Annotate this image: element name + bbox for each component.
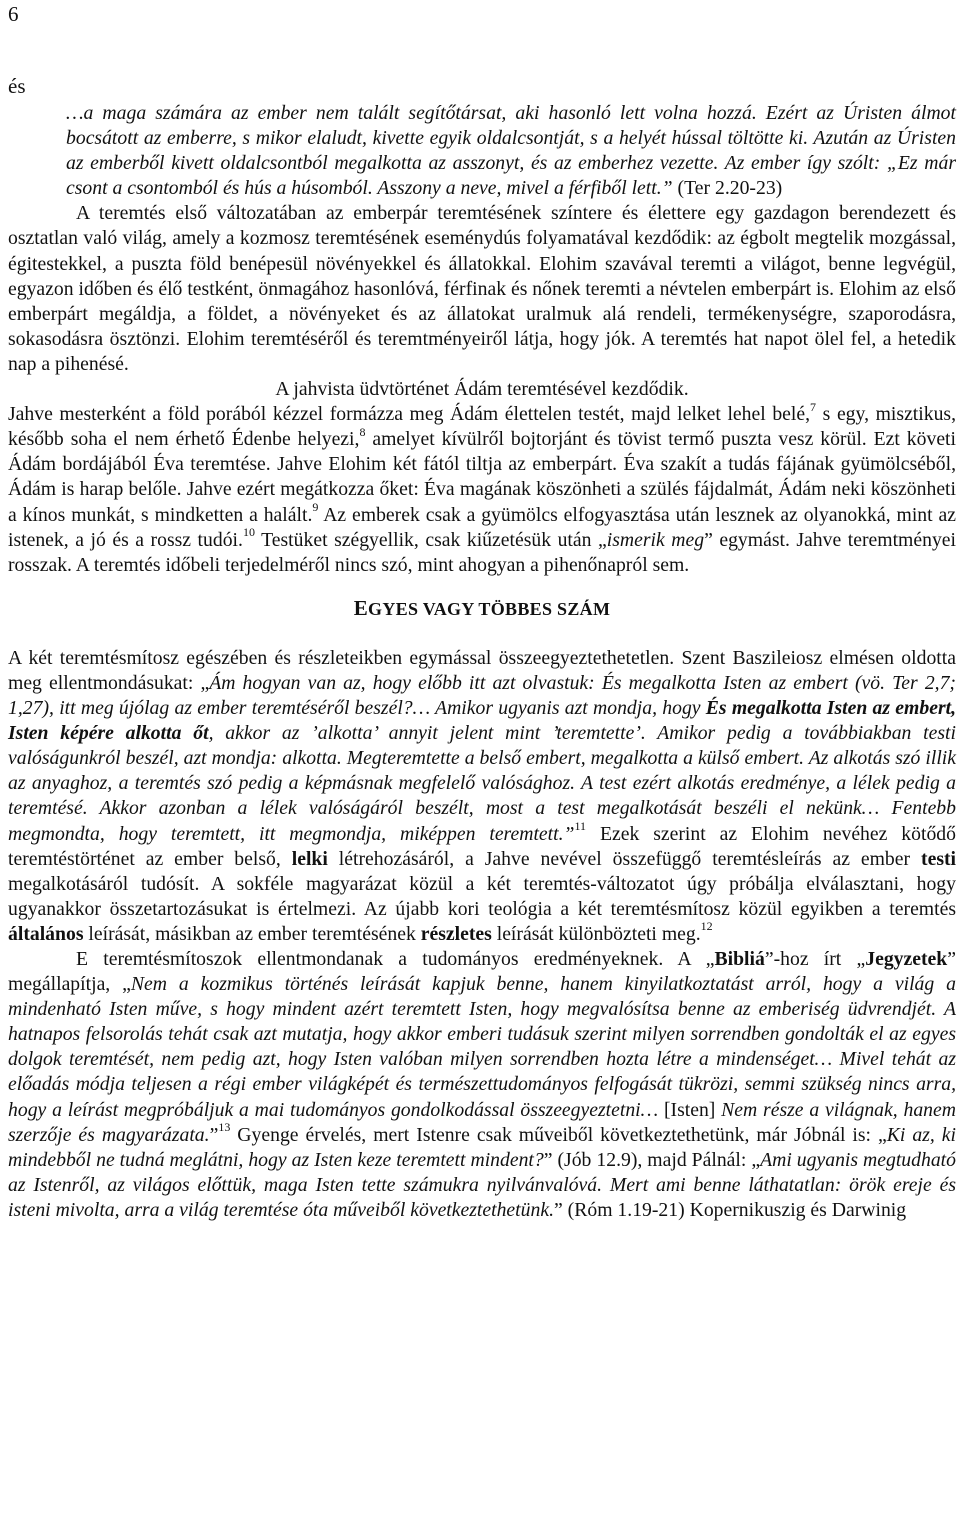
italic-segment: Ami ugyanis megtudható az Istenről, az világos előttük, maga Isten tette számukra nyilvánvalóvá. Mert ami benne láthatatlan: örök ereje és isteni mivolta, arra a világ teremtése óta műveiből következtethetünk. — [8, 1148, 957, 1221]
bold-segment: lelki — [291, 847, 328, 870]
text-segment: Ezek szerint az Elohim nevéhez kötődő teremtéstörténet az ember belső, — [8, 822, 956, 870]
footnote-marker: 12 — [700, 919, 713, 934]
lead-word: és — [8, 74, 26, 98]
text-segment: leírását, másikban az ember teremtésének — [83, 922, 421, 945]
footnote-marker: 8 — [359, 424, 366, 439]
heading-initial: E — [353, 595, 369, 620]
footnote-marker: 13 — [218, 1120, 231, 1135]
text-segment: s egy, misztikus, később soha el nem érhető Édenbe helyezi, — [8, 403, 957, 451]
paragraph-science — [8, 947, 956, 1223]
bold-segment: részletes — [420, 922, 492, 945]
text-segment: amelyet kívülről bojtorjánt és tövist termő puszta vesz körül. Ezt követi Ádám bordájából Éva teremtése. Jahve Elohim két fától tiltja az emberpárt. Éva szakít a tudás fájának gyümölcséből, Ádám is harap belőle. Jahve ezért megátkozza őket: Éva magának köszönheti a szülés fájdalmát, Ádám neki köszönheti a kínos munkát, s mindketten a halált. — [8, 428, 957, 526]
text-segment: E teremtésmítoszok ellentmondanak a tudományos eredményeknek. A „ — [76, 948, 715, 970]
text-segment: [Isten] — [658, 1098, 722, 1121]
page-content — [8, 76, 956, 1223]
bold-italic-segment: És megalkotta Isten az embert, Isten képére alkotta őt — [8, 697, 956, 745]
text-segment: létrehozásáról, a Jahve nevével összefüggő teremtésleírás az ember — [327, 847, 922, 870]
italic-segment: ismerik meg — [606, 528, 705, 551]
text-segment: ” (Róm 1.19-21) Kopernikuszig és Darwinig — [554, 1198, 907, 1221]
paragraph-text: A teremtés első változatában az emberpár teremtésének színtere és élettere egy gazdagon berendezett és osztatlan való világ, amely a kozmosz teremtésének eseménydús folyamatával kezdődik: az égbolt megtelik mozgással, égitestekkel, a puszta föld benépesül növényekkel és állatokkal. Elohim szavával teremti a világot, benne legvégül, egyazon időben és élő testként, önmagához hasonlóvá, férfinak és nőnek teremti a névtelen emberpárt is. Elohim az első emberpárt megáldja, a földet, a növényeket és az állatokat uralmuk alá rendeli, termékenységre, szaporodásra, sokasodásra ösztönzi. Elohim teremtéséről és teremtményeiről látja, hogy jók. A teremtés hat napot ölel fel, a hetedik nap a pihenésé. — [8, 202, 956, 375]
italic-segment: Ki az, ki mindebből ne tudná meglátni, hogy az Isten keze teremtett mindent? — [8, 1123, 956, 1171]
text-segment: A két teremtésmítosz egészében és részleteikben egymással összeegyeztethetetlen. Szent Baszileiosz elmésen oldotta meg ellentmondásukat: „ — [8, 646, 956, 694]
text-segment: Az emberek csak a gyümölcs elfogyasztása után lesznek az olyanokká, mint az istenek, a jó és a rossz tudói. — [8, 503, 956, 551]
text-segment: ” egymást. Jahve teremtményei rosszak. A teremtés időbeli terjedelméről nincs szó, mint ahogyan a pihenőnapról sem. — [8, 528, 956, 576]
text-segment: ” megállapítja, „ — [8, 948, 956, 996]
text-segment: ” (Jób 12.9), majd Pálnál: „ — [543, 1148, 761, 1171]
footnote-marker: 9 — [312, 499, 319, 514]
quote-reference: (Ter 2.20-23) — [677, 177, 783, 200]
text-segment: megalkotásáról tudósít. A sokféle magyarázat közül a két teremtés-változatot úgy próbálja elválasztani, hogy ugyanakkor összetartozásukat is értelmezi. Az újabb kori teológia a két teremtésmítosz közül egyikben a teremtés — [8, 872, 956, 920]
text-segment: Gyenge érvelés, mert Istenre csak műveiből következtethetünk, már Jóbnál is: „ — [230, 1123, 887, 1146]
jahvist-heading-line: A jahvista üdvtörténet Ádám teremtésével kezdődik. — [275, 378, 689, 401]
footnote-marker: 11 — [574, 818, 587, 833]
paragraph-basil — [8, 646, 956, 947]
text-segment: ” — [209, 1123, 219, 1146]
italic-segment: , akkor az ’alkotta’ annyit jelent mint ’teremtette’. Amikor pedig a továbbiakban testi valóságunkról beszél, azt mondja: alkotta. Megteremtette a belső embert, megalkotta a külső embert. Az alkotás szó illik az anyaghoz, a teremtés szó pedig a képmásnak megfelelő valósághoz. A test ezért alkotás eredménye, a lélek pedig a teremtésé. Akkor azonban a lélek valóságáról beszélt, most a test megalkotását beszéli el nekünk… Fentebb megmondta, hogy teremtett, itt megmondja, miképpen teremtett.” — [8, 722, 956, 845]
italic-segment: Ám hogyan van az, hogy előbb itt azt olvastuk: És megalkotta Isten az embert (vö. Ter 2,7; 1,27), itt meg újólag az ember teremtéséről beszél?… Amikor ugyanis azt mondja, hogy — [8, 671, 956, 720]
bold-segment: Jegyzetek — [865, 948, 948, 970]
bible-quote — [66, 101, 956, 201]
paragraph-first-creation — [8, 201, 956, 377]
section-heading — [8, 596, 956, 622]
text-segment: Jahve mesterként a föld porából kézzel formázza meg Ádám élettelen testét, majd lelket lehel belé, — [8, 403, 811, 426]
page-number: 6 — [8, 2, 19, 26]
heading-rest: GYES VAGY TÖBBES SZÁM — [368, 598, 611, 619]
footnote-marker: 10 — [242, 525, 255, 540]
bold-segment: Bibliá — [714, 948, 765, 970]
text-segment: Testüket szégyellik, csak kiűzetésük után „ — [261, 528, 607, 551]
footnote-marker: 7 — [810, 399, 817, 414]
italic-segment: Nem a kozmikus történés leírását kapjuk benne, hanem kinyilatkoztatást arról, hogy a világ a mindenható Isten műve, s hogy mindent azért teremtett Isten, hogy megvalósítsa benne az emberiség üdvrendjét. A hatnapos felsorolás tehát csak azt mutatja, hogy akkor emberi tudásuk szerint milyen sorrendben gondolták el az egyes dolgok teremtését, nem pedig azt, hogy Isten valóban milyen sorrendben hozta létre a mindenséget… Mivel tehát az előadás módja teljesen a régi ember világképét és természettudományos felfogását tükrözi, semmi szükség nincs arra, hogy a leírást megpróbáljuk a mai tudományos gondolkodással összeegyeztetni… — [8, 973, 956, 1121]
text-segment: ”-hoz írt „ — [764, 948, 866, 970]
bold-segment: általános — [8, 922, 84, 945]
paragraph-jahvist — [8, 399, 957, 578]
quote-text: …a maga számára az ember nem talált segítőtársat, aki hasonló lett volna hozzá. Ezért az Úristen álmot bocsátott az emberre, s mikor elaludt, kivette egyik oldalcsontját, s a helyét hússal töltötte ki. Azután az Úristen az emberből kivett oldalcsontból megalkotta az asszonyt, és az emberhez vezette. Az ember így szólt: „Ez már csont a csontomból és hús a húsomból. Asszony a neve, mivel a férfiből lett.” — [66, 102, 956, 200]
text-segment: leírását különbözteti meg. — [491, 922, 701, 945]
italic-segment: Nem része a világnak, hanem szerzője és magyarázata. — [8, 1098, 956, 1146]
bold-segment: testi — [921, 847, 957, 870]
